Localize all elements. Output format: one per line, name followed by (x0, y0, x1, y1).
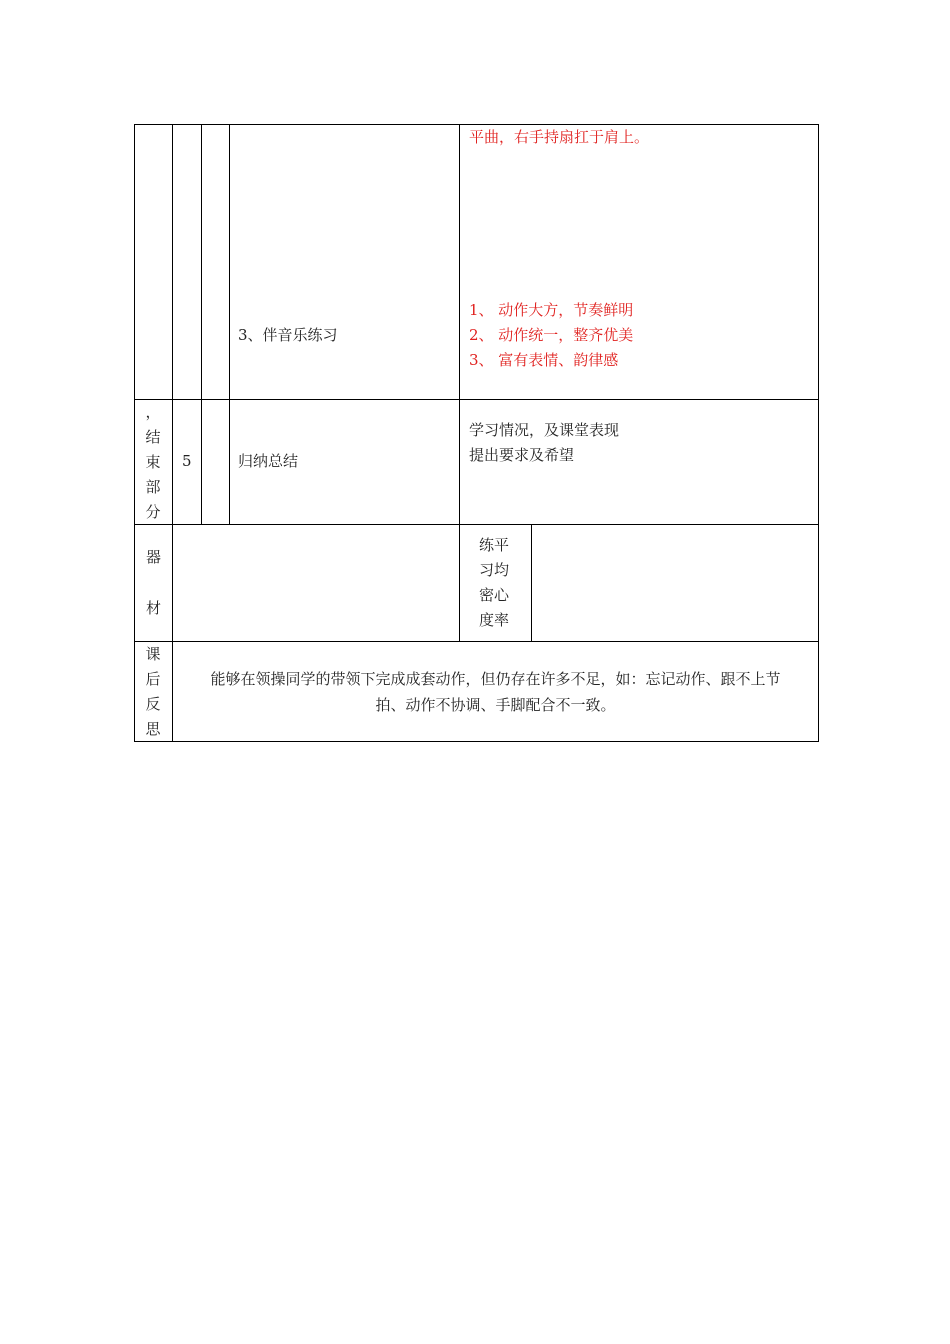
time-value: 5 (182, 452, 192, 470)
column-divider (172, 124, 173, 742)
reflection-label-char: 后 (145, 670, 161, 688)
equipment-label-char: 器 (146, 548, 162, 566)
row-divider (134, 641, 819, 642)
density-label-line: 密心 (479, 586, 510, 604)
section-label (135, 400, 171, 525)
column-divider (531, 524, 532, 641)
reflection-text-line: 拍、动作不协调、手脚配合不一致。 (375, 696, 616, 714)
requirement-text: 学习情况，及课堂表现 (469, 421, 620, 439)
reflection-label (135, 642, 171, 742)
requirement-text: 平曲，右手持扇扛于肩上。 (469, 128, 650, 146)
reflection-label-char: 反 (145, 695, 161, 713)
table-border-bottom (134, 741, 819, 742)
reflection-label-char: 思 (145, 720, 161, 738)
column-divider (229, 124, 230, 524)
section-label-char: 分 (145, 503, 161, 521)
section-label-char: 束 (145, 453, 161, 471)
section-label-char: 结 (145, 428, 161, 446)
requirement-item: 1、 动作大方，节奏鲜明 (469, 301, 634, 319)
reflection-label-char: 课 (145, 645, 161, 663)
requirement-item: 3、 富有表情、韵律感 (469, 351, 619, 369)
content-item: 归纳总结 (238, 452, 299, 470)
density-label-line: 度率 (479, 611, 510, 629)
section-label-char: ， (145, 403, 161, 421)
column-divider (459, 124, 460, 641)
section-label-char: 部 (145, 478, 161, 496)
row-divider (134, 524, 819, 525)
density-label-line: 练平 (479, 536, 510, 554)
table-border-right (818, 124, 819, 742)
content-item: 3、伴音乐练习 (238, 326, 338, 344)
requirement-text: 提出要求及希望 (469, 446, 575, 464)
density-label-line: 习均 (479, 561, 510, 579)
requirement-item: 2、 动作统一，整齐优美 (469, 326, 634, 344)
column-divider (201, 124, 202, 524)
reflection-text-line: 能够在领操同学的带领下完成成套动作，但仍存在许多不足，如：忘记动作、跟不上节 (210, 670, 781, 688)
row-divider (134, 399, 819, 400)
equipment-label-char: 材 (146, 599, 162, 617)
reflection-text (173, 666, 818, 718)
